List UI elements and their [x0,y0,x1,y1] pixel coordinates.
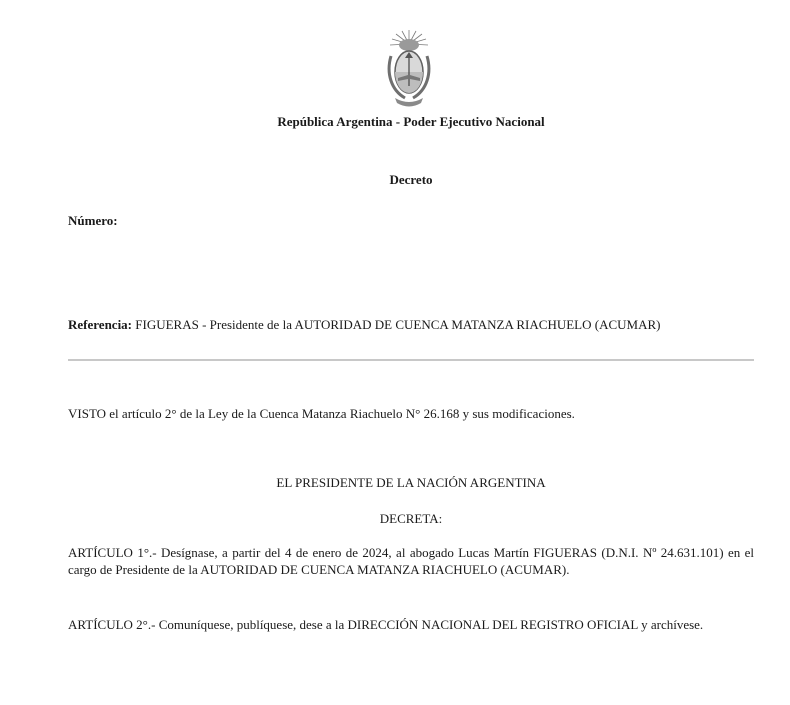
decreta-heading: DECRETA: [379,511,443,526]
presidente-heading: EL PRESIDENTE DE LA NACIÓN ARGENTINA [276,475,546,490]
header-title: República Argentina - Poder Ejecutivo Nacional [277,114,545,129]
referencia-text: FIGUERAS - Presidente de la AUTORIDAD DE CUENCA MATANZA RIACHUELO (ACUMAR) [132,317,661,332]
articulo-1: ARTÍCULO 1°.- Desígnase, a partir del 4 de enero de 2024, al abogado Lucas Martín FIGUERAS (D.N.I. Nº 24.631.101) en el cargo de Presidente de la AUTORIDAD DE CUENCA MATANZA RIACHUELO (ACUMAR). [68,545,754,577]
referencia-label: Referencia: [68,317,133,332]
numero-label: Número: [68,213,118,228]
divider [68,359,754,361]
visto-paragraph: VISTO el artículo 2° de la Ley de la Cuenca Matanza Riachuelo N° 26.168 y sus modificaciones. [68,406,575,421]
coat-of-arms-icon [383,28,435,110]
articulo-2: ARTÍCULO 2°.- Comuníquese, publíquese, dese a la DIRECCIÓN NACIONAL DEL REGISTRO OFICIAL y archívese. [68,617,704,632]
document-type: Decreto [389,172,433,187]
referencia [68,316,728,333]
